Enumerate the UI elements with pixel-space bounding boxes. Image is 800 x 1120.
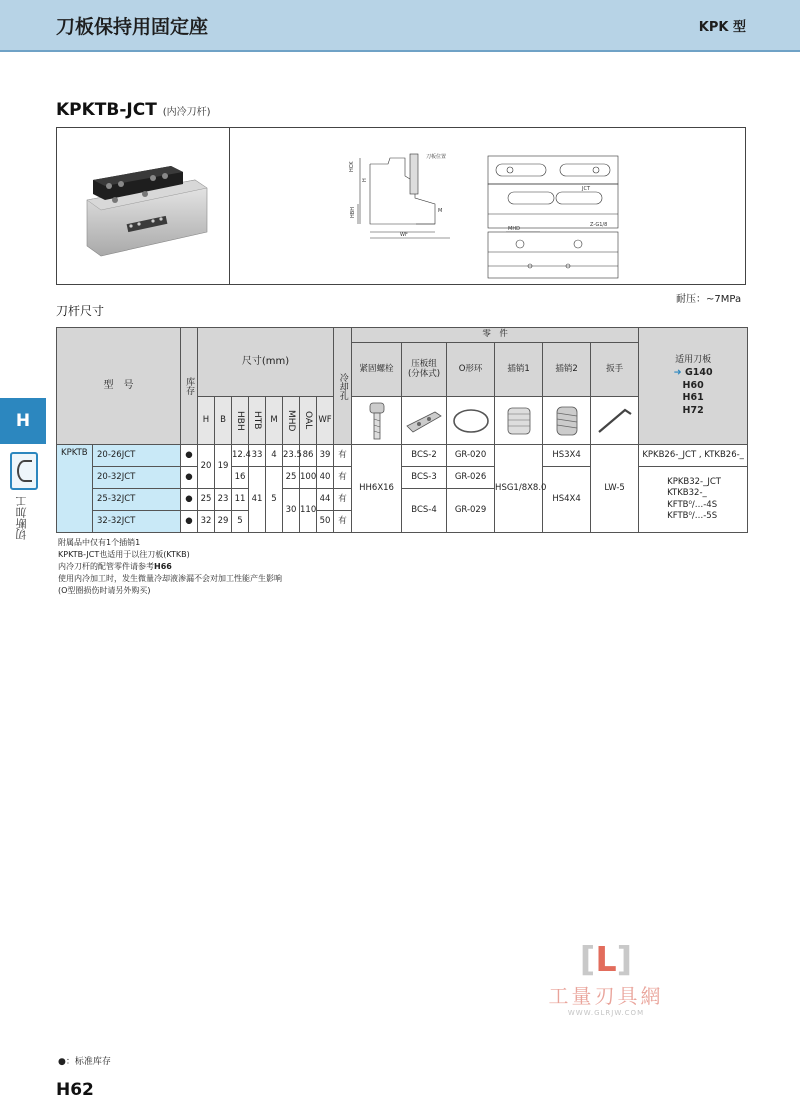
header-model: 型 号: [57, 328, 181, 445]
stock-cell: ●: [181, 489, 198, 511]
hbh-cell: 11: [232, 489, 249, 511]
dim-jct: JCT: [582, 186, 591, 192]
applicable-h61: H61: [682, 392, 704, 404]
oring-cell: GR-020: [447, 445, 495, 467]
screw-icon: [352, 397, 402, 445]
watermark-url: WWW.GLRJW.COM: [567, 1009, 645, 1017]
pin2-icon: [543, 397, 591, 445]
model-cell: 32-32JCT: [93, 511, 181, 533]
header-clamp: 压板组 (分体式): [402, 343, 447, 397]
note-3: 内冷刀杆的配管零件请参考H66: [58, 562, 172, 571]
side-tab-h[interactable]: H: [0, 398, 46, 444]
oal-cell: 86: [300, 445, 317, 467]
header-coolant: 冷却孔: [334, 328, 352, 445]
page-header: [0, 0, 800, 52]
model-prefix: KPKTB: [57, 445, 93, 533]
wf-cell: 40: [317, 467, 334, 489]
model-cell: 20-32JCT: [93, 467, 181, 489]
dim-hck: HCK: [349, 161, 355, 172]
applicable-cell: KPKB32-_JCT KTKB32-_ KFTB⁰/…-4S KFTB⁰/…-5S: [639, 467, 748, 533]
htb-cell: 33: [249, 445, 266, 467]
dim-mhd: MHD: [508, 226, 520, 232]
b-cell: 29: [215, 511, 232, 533]
applicable-h72: H72: [682, 404, 704, 416]
coolant-cell: 有: [334, 489, 352, 511]
pin1-cell: HSG1/8X8.0: [495, 445, 543, 533]
wf-cell: 50: [317, 511, 334, 533]
wrench-cell: LW-5: [591, 445, 639, 533]
oring-cell: GR-029: [447, 489, 495, 533]
htb-cell: 41: [249, 467, 266, 533]
watermark-logo-icon: [ᒪ]: [579, 940, 633, 980]
model-cell: 25-32JCT: [93, 489, 181, 511]
note-5: (O型圈损伤时请另外购买): [58, 586, 151, 595]
screw-cell: HH6X16: [352, 445, 402, 533]
spec-table: [56, 327, 748, 533]
technical-drawing: [230, 128, 745, 284]
note-2: KPKTB-JCT也适用于以往刀板(KTKB): [58, 550, 190, 559]
header-title: 刀板保持用固定座: [56, 16, 209, 38]
model-cell: 20-26JCT: [93, 445, 181, 467]
col-htb: HTB: [249, 397, 266, 445]
dim-m: M: [438, 208, 443, 214]
mhd-cell: 30: [283, 489, 300, 533]
clamp-cell: BCS-3: [402, 467, 447, 489]
pin2-cell: HS4X4: [543, 467, 591, 533]
stock-cell: ●: [181, 445, 198, 467]
b-cell: 19: [215, 445, 232, 489]
header-pin1: 插销1: [495, 343, 543, 397]
hbh-cell: 5: [232, 511, 249, 533]
oring-icon: [447, 397, 495, 445]
applicable-cell: KPKB26-_JCT , KTKB26-_: [639, 445, 748, 467]
stock-legend: ●：标准库存: [58, 1057, 111, 1067]
notes: [58, 537, 282, 597]
table-row: [57, 445, 748, 467]
note-1: 附属品中仅有1个插销1: [58, 538, 141, 547]
note-4: 使用内冷加工时，发生微量冷却液渗漏不会对加工性能产生影响: [58, 574, 282, 583]
header-parts: 零 件: [352, 328, 639, 343]
oring-cell: GR-026: [447, 467, 495, 489]
header-stock: 库存: [181, 328, 198, 445]
col-wf: WF: [317, 397, 334, 445]
section-label: 刀杆尺寸: [56, 304, 105, 318]
mhd-cell: 25: [283, 467, 300, 489]
h-cell: 32: [198, 511, 215, 533]
clamp-cell: BCS-4: [402, 489, 447, 533]
col-h: H: [198, 397, 215, 445]
coolant-cell: 有: [334, 511, 352, 533]
product-photo: [57, 128, 227, 284]
note-link-h66[interactable]: H66: [154, 562, 172, 571]
pin1-icon: [495, 397, 543, 445]
col-oal: OAL: [300, 397, 317, 445]
dim-h: H: [362, 178, 368, 182]
dim-wf: WF: [400, 232, 408, 238]
wrench-icon: [591, 397, 639, 445]
dim-hbh: HBH: [350, 207, 356, 218]
model-title: [56, 100, 211, 120]
mhd-cell: 23.5: [283, 445, 300, 467]
applicable-g140: G140: [684, 367, 713, 379]
applicable-h60: H60: [682, 379, 704, 391]
dim-zg: Z-G1/8: [590, 222, 608, 228]
h-cell: 25: [198, 489, 215, 511]
col-m: M: [266, 397, 283, 445]
wf-cell: 39: [317, 445, 334, 467]
wf-cell: 44: [317, 489, 334, 511]
oal-cell: 110: [300, 489, 317, 533]
coolant-cell: 有: [334, 467, 352, 489]
coolant-cell: 有: [334, 445, 352, 467]
stock-cell: ●: [181, 467, 198, 489]
hbh-cell: 16: [232, 467, 249, 489]
page-number: H62: [56, 1080, 94, 1100]
col-b: B: [215, 397, 232, 445]
pin2-cell: HS3X4: [543, 445, 591, 467]
watermark: [536, 940, 676, 1017]
header-pin2: 插销2: [543, 343, 591, 397]
header-wrench: 扳手: [591, 343, 639, 397]
m-cell: 5: [266, 467, 283, 533]
header-dims: 尺寸(mm): [198, 328, 334, 397]
model-subtitle: (内冷刀杆): [162, 107, 211, 118]
h-cell: 20: [198, 445, 215, 489]
clamp-icon: [402, 397, 447, 445]
stock-cell: ●: [181, 511, 198, 533]
col-hbh: HBH: [232, 397, 249, 445]
cutting-tool-icon: [10, 452, 38, 490]
m-cell: 4: [266, 445, 283, 467]
header-screw: 紧固螺栓: [352, 343, 402, 397]
figure-label-inner: 刀板位置: [426, 154, 447, 160]
product-figure-frame: [56, 127, 746, 285]
model-name: KPKTB-JCT: [56, 100, 157, 120]
clamp-cell: BCS-2: [402, 445, 447, 467]
header-applicable: 适用刀板 ➜ G140 H60 H61 H72: [639, 328, 748, 445]
watermark-text: 工量刃具網: [548, 984, 664, 1008]
header-oring: O形环: [447, 343, 495, 397]
b-cell: 23: [215, 489, 232, 511]
table-row: [57, 467, 748, 489]
header-type: KPK 型: [698, 20, 746, 35]
side-label: 切断加工: [15, 496, 28, 540]
hbh-cell: 12.4: [232, 445, 249, 467]
pressure-note: 耐压：~7MPa: [676, 294, 742, 305]
col-mhd: MHD: [283, 397, 300, 445]
oal-cell: 100: [300, 467, 317, 489]
